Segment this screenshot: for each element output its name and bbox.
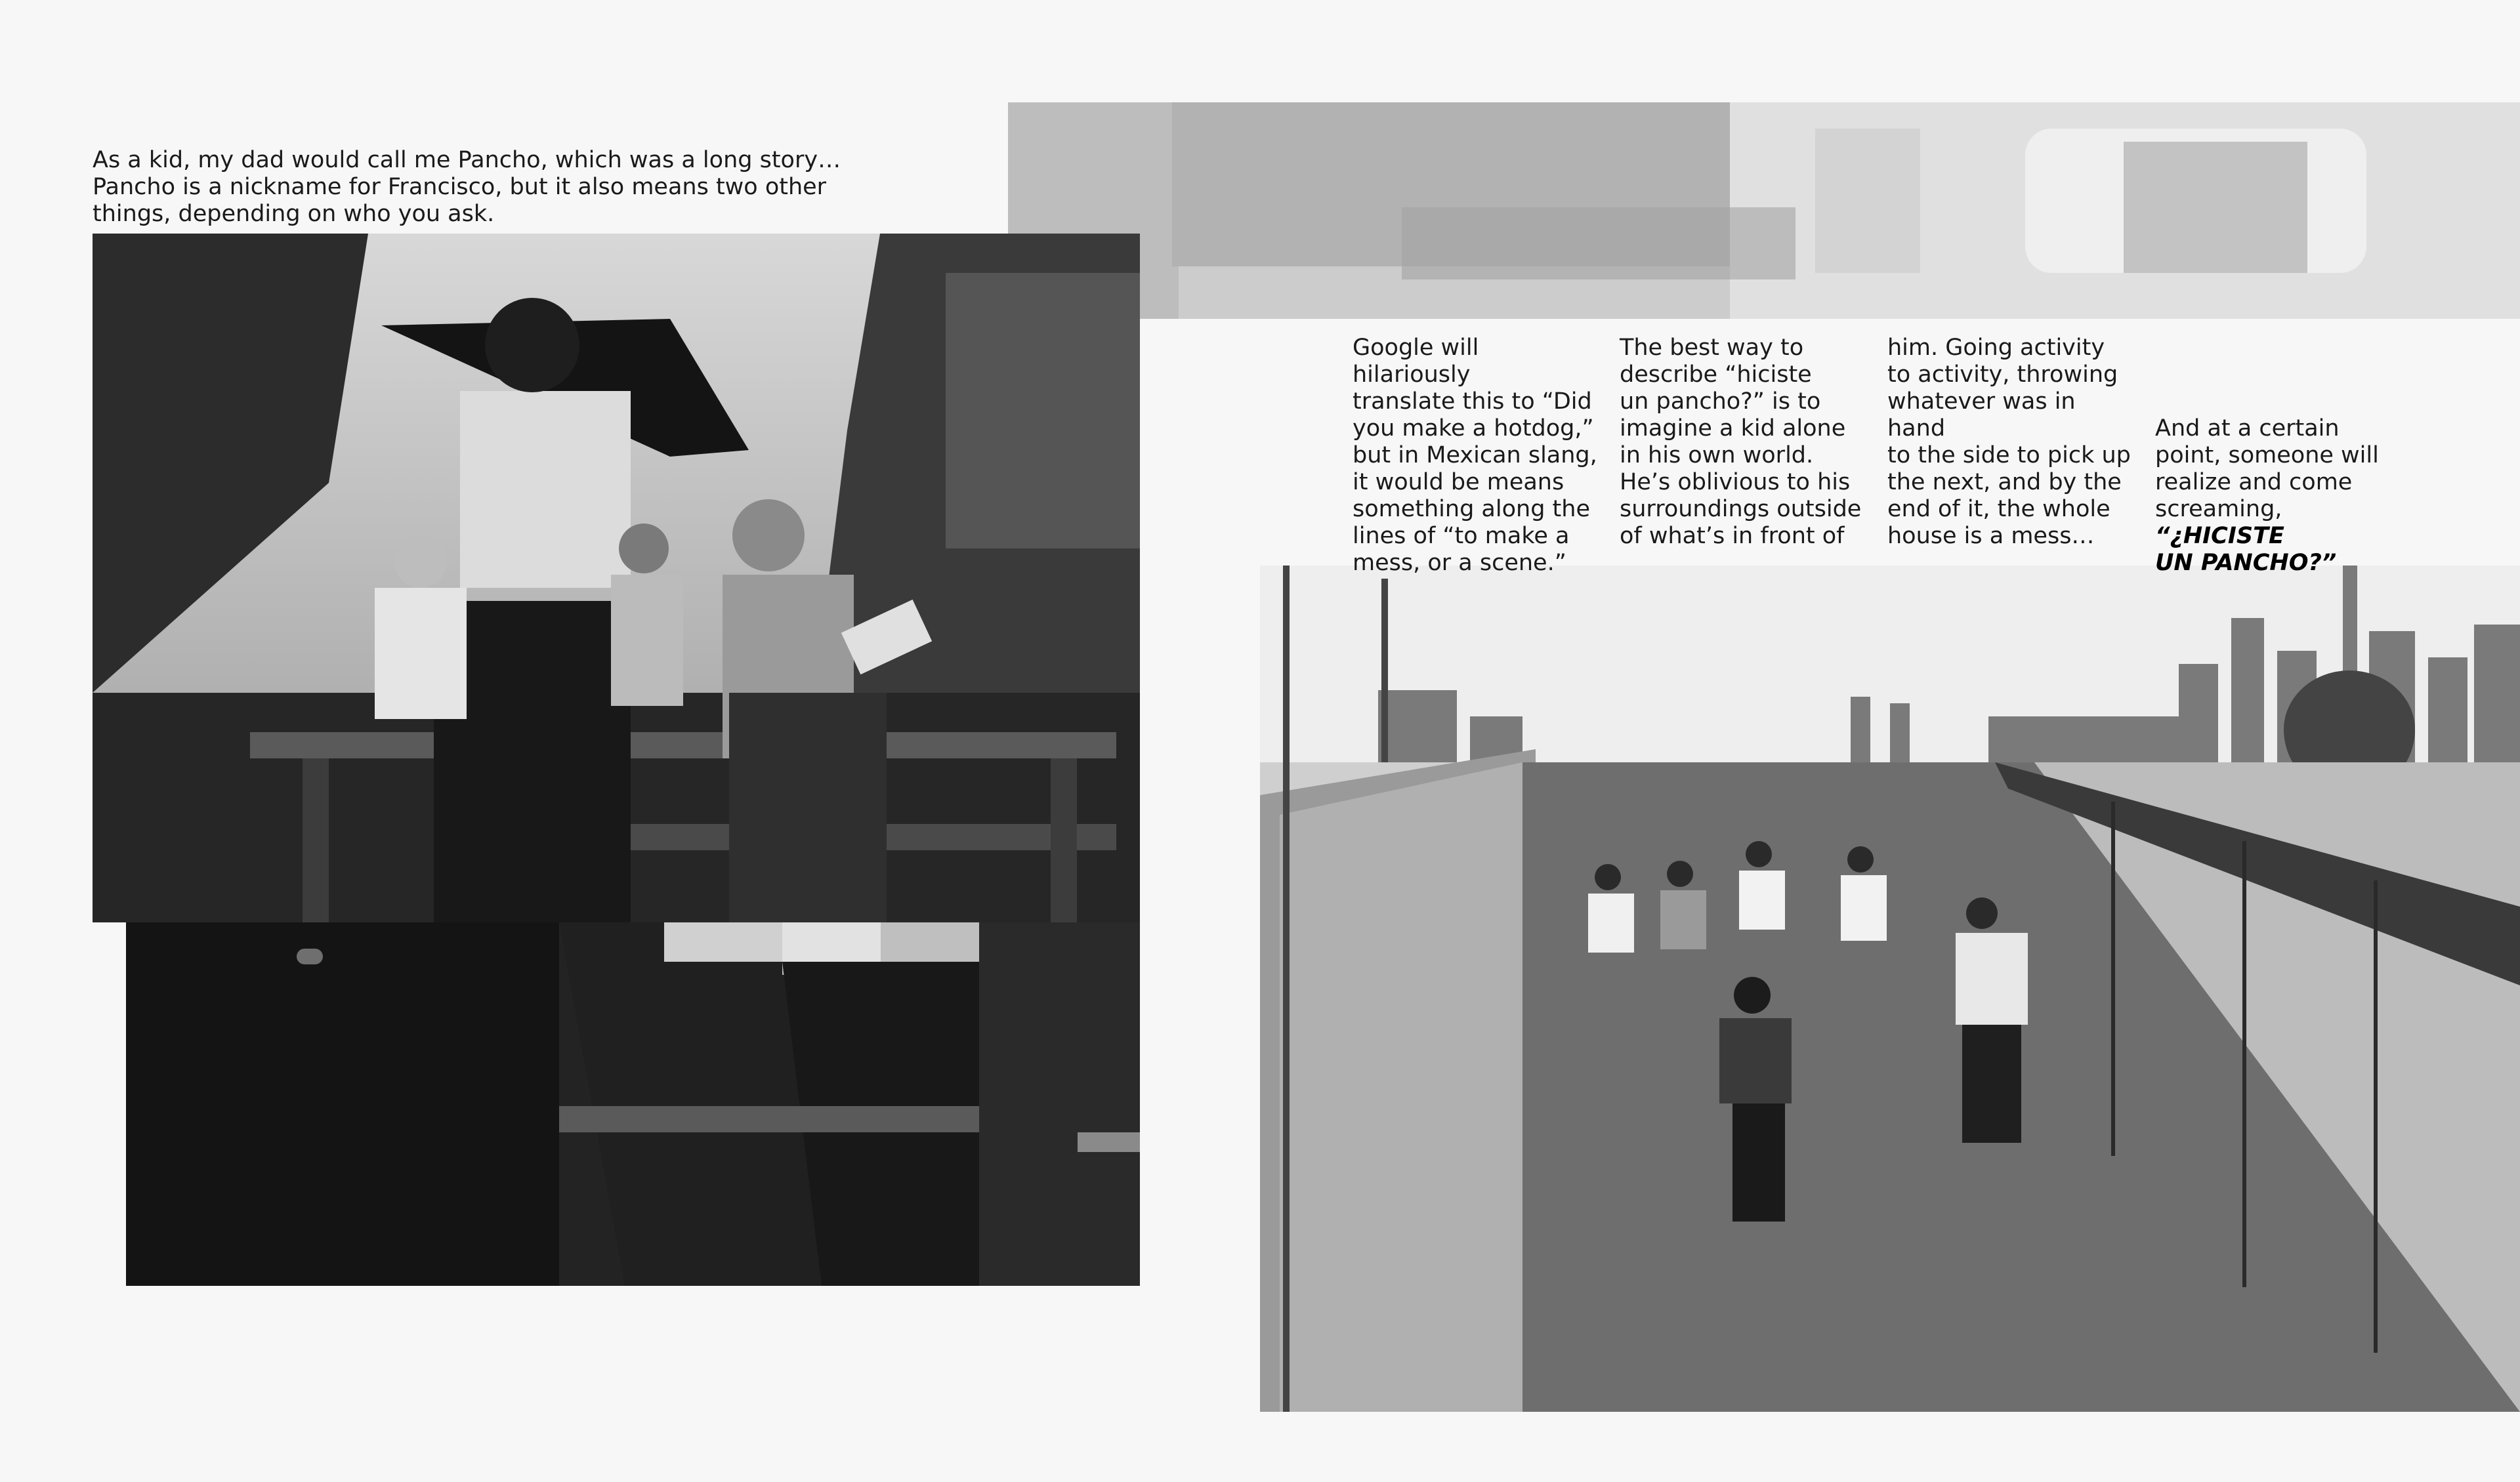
picnic-table-photo bbox=[93, 234, 1140, 922]
text-column-4-body: And at a certain point, someone will realize and come screaming, bbox=[2155, 415, 2379, 522]
intro-paragraph: As a kid, my dad would call me Pancho, which was a long story… Pancho is a nickname for Francisco, but it also means two other things, depending on who you ask. bbox=[93, 147, 841, 227]
text-column-4 bbox=[2155, 415, 2404, 577]
pull-quote-emphasis: “¿HICISTE UN PANCHO?” bbox=[2155, 523, 2337, 576]
text-column-2: The best way to describe “hiciste un pancho?” is to imagine a kid alone in his own world. He’s oblivious to his surroundings outside of what’s in front of bbox=[1620, 335, 1862, 549]
text-column-1: Google will hilariously translate this to “Did you make a hotdog,” but in Mexican slang, it would be means something along the lines of “to make a mess, or a scene.” bbox=[1353, 335, 1597, 576]
text-column-3: him. Going activity to activity, throwing whatever was in hand to the side to pick up the next, and by the end of it, the whole house is a mess… bbox=[1887, 335, 2131, 549]
jeans-detail-photo bbox=[126, 922, 1140, 1286]
top-faded-photo bbox=[1008, 102, 2520, 319]
bridge-runners-photo bbox=[1260, 566, 2520, 1412]
